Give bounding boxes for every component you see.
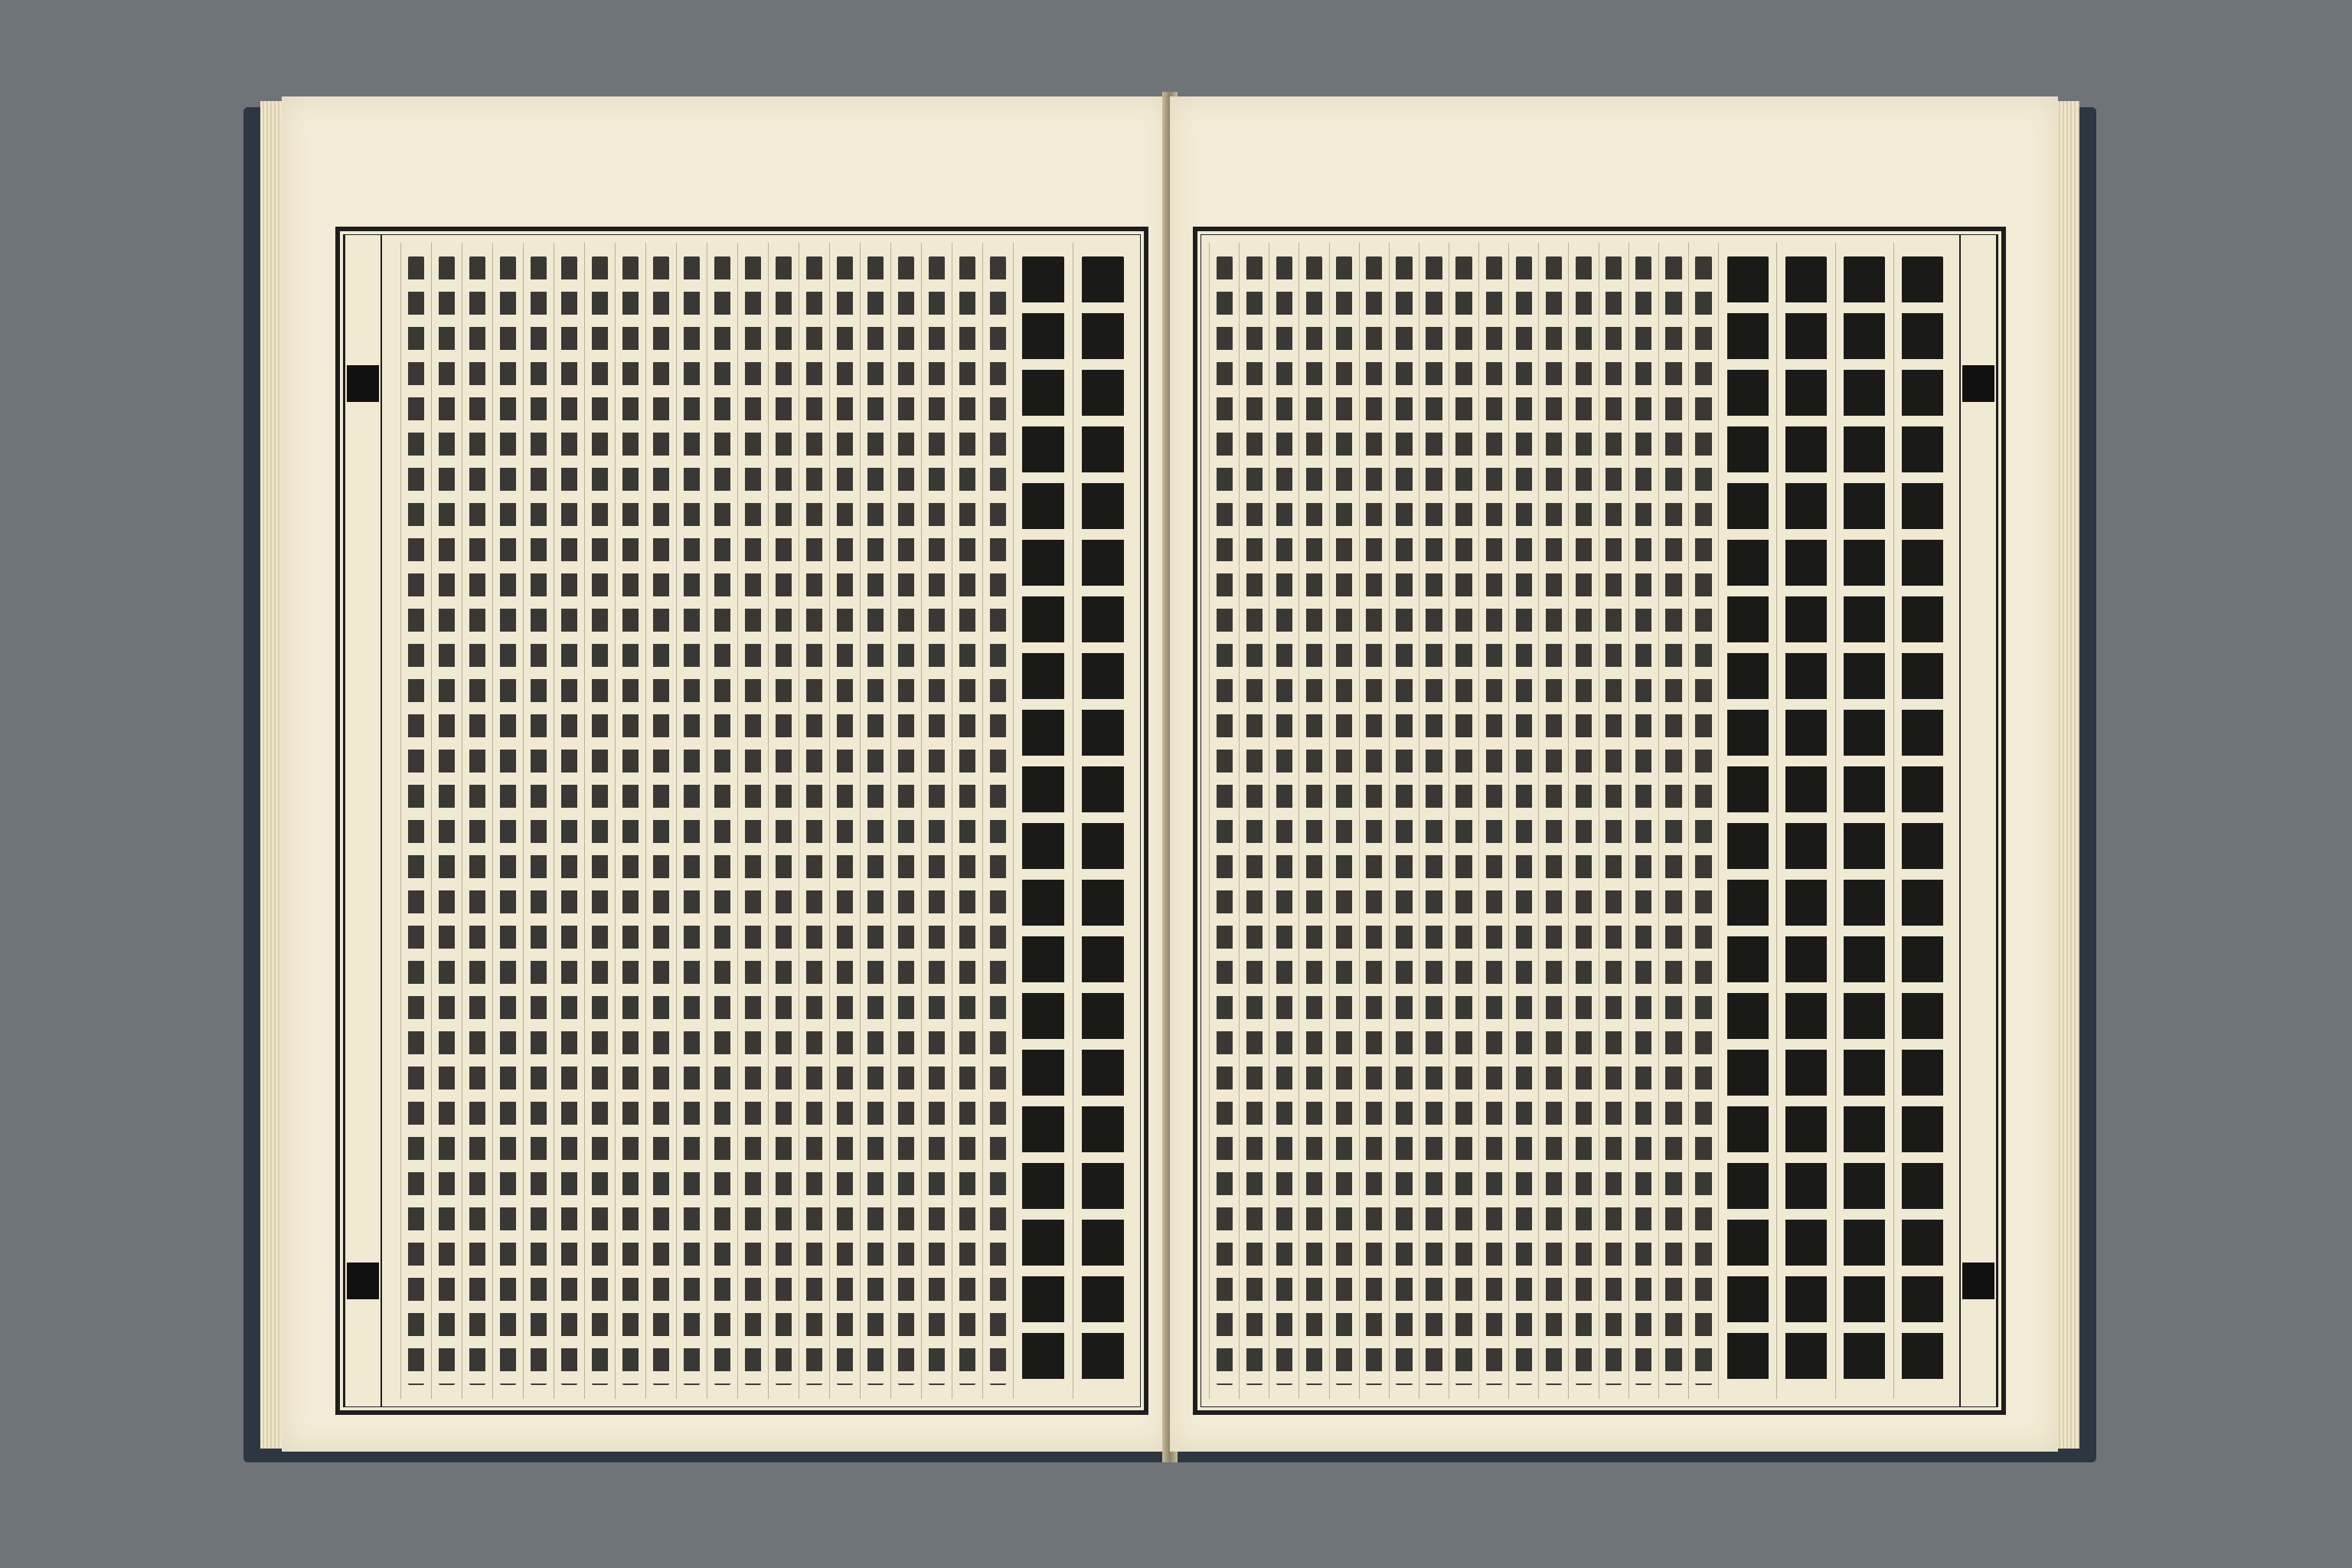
printed-text-placeholder bbox=[867, 256, 884, 1385]
commentary-column bbox=[1508, 243, 1538, 1399]
commentary-column bbox=[1419, 243, 1449, 1399]
left-text-frame bbox=[335, 227, 1148, 1415]
printed-text-placeholder bbox=[500, 256, 517, 1385]
printed-text-placeholder bbox=[898, 256, 915, 1385]
printed-text-placeholder bbox=[1486, 256, 1502, 1385]
printed-text-placeholder bbox=[745, 256, 762, 1385]
left-page-margin-column bbox=[344, 235, 382, 1406]
printed-text-placeholder bbox=[1576, 256, 1592, 1385]
fishtail-mark bbox=[1962, 365, 1994, 402]
printed-text-placeholder bbox=[1276, 256, 1292, 1385]
printed-text-placeholder bbox=[806, 256, 823, 1385]
printed-text-placeholder bbox=[1844, 256, 1885, 1385]
commentary-column bbox=[860, 243, 890, 1399]
printed-text-placeholder bbox=[776, 256, 792, 1385]
commentary-column bbox=[829, 243, 860, 1399]
right-page-margin-column bbox=[1959, 235, 1998, 1406]
commentary-column bbox=[1389, 243, 1419, 1399]
printed-text-placeholder bbox=[929, 256, 946, 1385]
commentary-column bbox=[1209, 243, 1239, 1399]
printed-text-placeholder bbox=[990, 256, 1007, 1385]
printed-text-placeholder bbox=[837, 256, 854, 1385]
left-text-columns bbox=[390, 243, 1132, 1399]
printed-text-placeholder bbox=[1902, 256, 1943, 1385]
printed-text-placeholder bbox=[959, 256, 976, 1385]
main-text-column bbox=[1776, 243, 1834, 1399]
open-book bbox=[243, 92, 2096, 1470]
fishtail-mark bbox=[1962, 1263, 1994, 1299]
printed-text-placeholder bbox=[1606, 256, 1622, 1385]
printed-text-placeholder bbox=[531, 256, 547, 1385]
printed-text-placeholder bbox=[1336, 256, 1352, 1385]
commentary-column bbox=[1329, 243, 1359, 1399]
right-page bbox=[1170, 96, 2058, 1452]
commentary-column bbox=[921, 243, 952, 1399]
printed-text-placeholder bbox=[1366, 256, 1382, 1385]
commentary-column bbox=[707, 243, 737, 1399]
commentary-column bbox=[615, 243, 645, 1399]
printed-text-placeholder bbox=[1217, 256, 1233, 1385]
printed-text-placeholder bbox=[1396, 256, 1412, 1385]
commentary-column bbox=[1599, 243, 1628, 1399]
commentary-column bbox=[492, 243, 523, 1399]
commentary-column bbox=[952, 243, 982, 1399]
main-text-column bbox=[1073, 243, 1132, 1399]
commentary-column bbox=[400, 243, 431, 1399]
commentary-column bbox=[768, 243, 799, 1399]
commentary-column bbox=[676, 243, 707, 1399]
commentary-column bbox=[1658, 243, 1688, 1399]
printed-text-placeholder bbox=[1455, 256, 1472, 1385]
printed-text-placeholder bbox=[1306, 256, 1322, 1385]
printed-text-placeholder bbox=[1665, 256, 1681, 1385]
printed-text-placeholder bbox=[1022, 256, 1064, 1385]
printed-text-placeholder bbox=[1082, 256, 1124, 1385]
commentary-column bbox=[799, 243, 829, 1399]
printed-text-placeholder bbox=[469, 256, 486, 1385]
printed-text-placeholder bbox=[408, 256, 425, 1385]
commentary-column bbox=[737, 243, 768, 1399]
printed-text-placeholder bbox=[592, 256, 609, 1385]
commentary-column bbox=[1298, 243, 1328, 1399]
commentary-column bbox=[1538, 243, 1568, 1399]
main-text-column bbox=[1893, 243, 1952, 1399]
commentary-column bbox=[584, 243, 615, 1399]
main-text-column bbox=[1013, 243, 1073, 1399]
printed-text-placeholder bbox=[1516, 256, 1532, 1385]
main-text-column bbox=[1835, 243, 1893, 1399]
commentary-column bbox=[1568, 243, 1598, 1399]
printed-text-placeholder bbox=[561, 256, 578, 1385]
commentary-column bbox=[554, 243, 584, 1399]
commentary-column bbox=[431, 243, 462, 1399]
right-text-columns bbox=[1209, 243, 1952, 1399]
commentary-column bbox=[982, 243, 1013, 1399]
commentary-column bbox=[1688, 243, 1718, 1399]
commentary-column bbox=[1449, 243, 1478, 1399]
commentary-column bbox=[1359, 243, 1389, 1399]
printed-text-placeholder bbox=[1246, 256, 1263, 1385]
right-text-frame bbox=[1193, 227, 2006, 1415]
printed-text-placeholder bbox=[622, 256, 639, 1385]
printed-text-placeholder bbox=[1546, 256, 1562, 1385]
commentary-column bbox=[523, 243, 554, 1399]
commentary-column bbox=[1628, 243, 1658, 1399]
printed-text-placeholder bbox=[714, 256, 731, 1385]
printed-text-placeholder bbox=[1426, 256, 1442, 1385]
main-text-column bbox=[1718, 243, 1776, 1399]
printed-text-placeholder bbox=[1635, 256, 1651, 1385]
commentary-column bbox=[890, 243, 921, 1399]
fishtail-mark bbox=[347, 365, 379, 402]
commentary-column bbox=[645, 243, 676, 1399]
commentary-column bbox=[462, 243, 492, 1399]
left-page bbox=[282, 96, 1170, 1452]
printed-text-placeholder bbox=[1695, 256, 1711, 1385]
fishtail-mark bbox=[347, 1263, 379, 1299]
printed-text-placeholder bbox=[439, 256, 456, 1385]
printed-text-placeholder bbox=[1785, 256, 1827, 1385]
printed-text-placeholder bbox=[1727, 256, 1769, 1385]
printed-text-placeholder bbox=[684, 256, 701, 1385]
commentary-column bbox=[1478, 243, 1508, 1399]
commentary-column bbox=[1269, 243, 1298, 1399]
commentary-column bbox=[1239, 243, 1269, 1399]
printed-text-placeholder bbox=[653, 256, 670, 1385]
